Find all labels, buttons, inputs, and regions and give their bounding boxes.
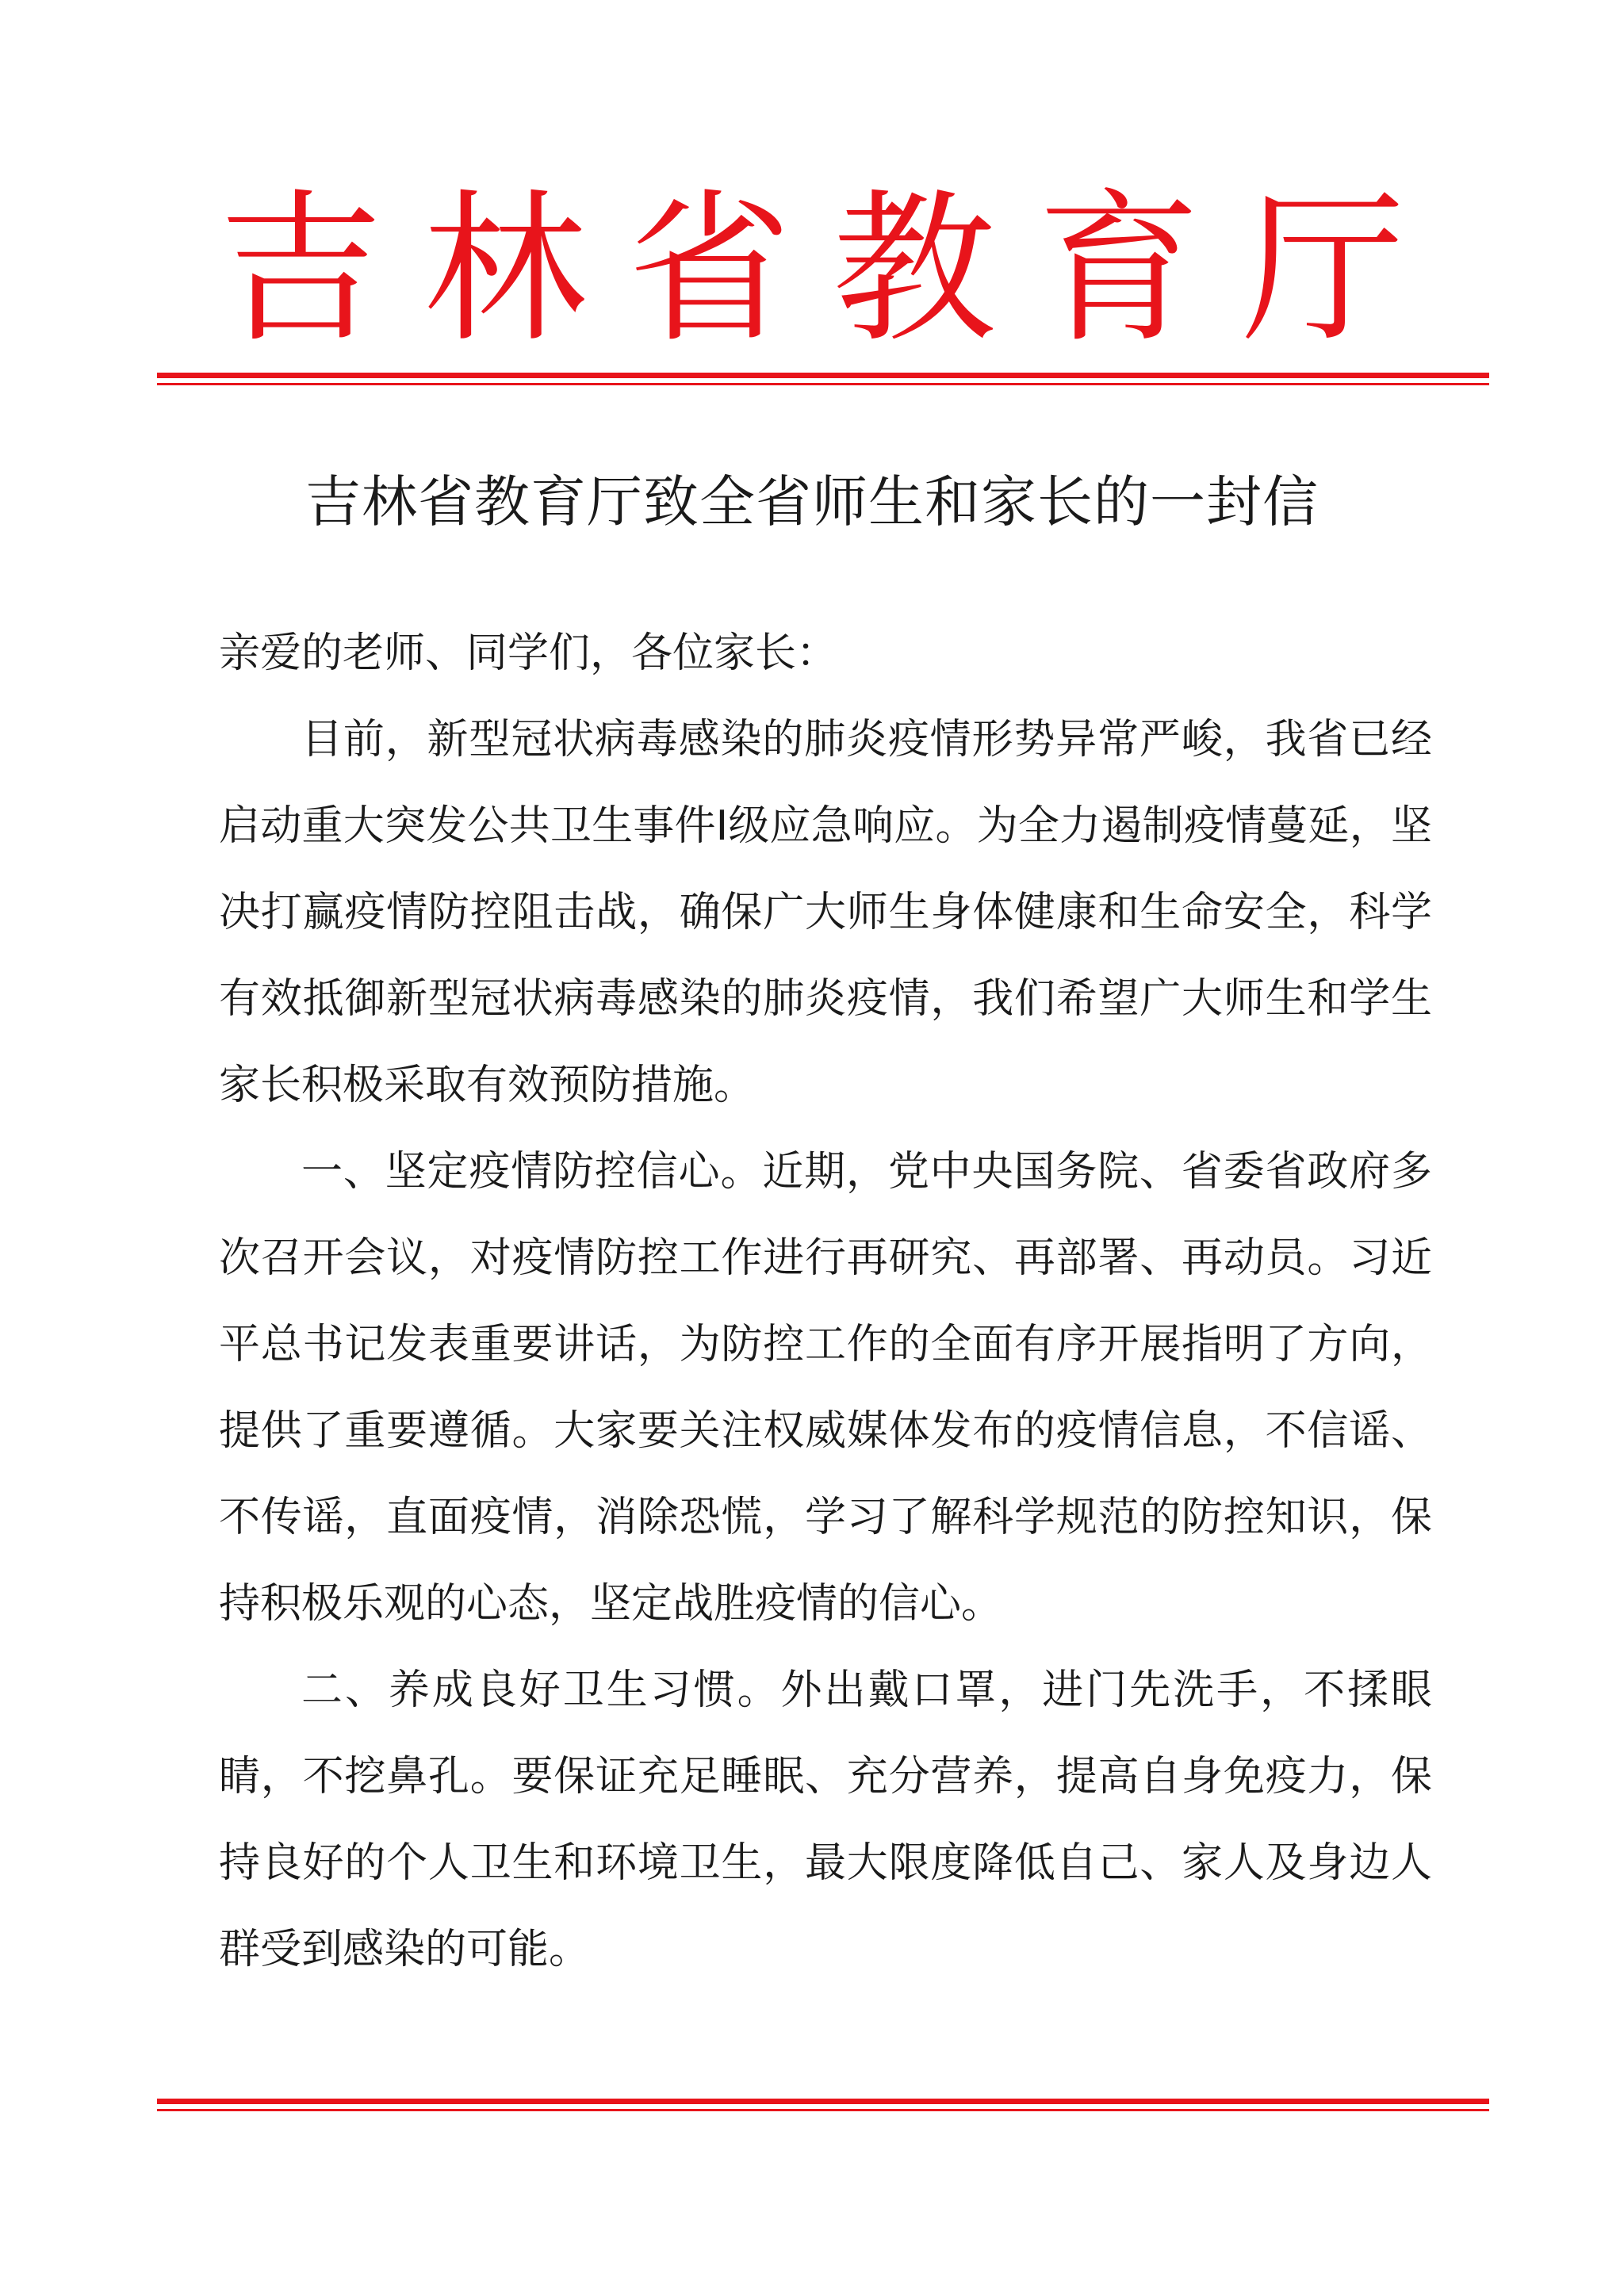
salutation: 亲爱的老师、同学们，各位家长： — [219, 629, 838, 677]
masthead-divider-top — [157, 373, 1489, 385]
paragraph-section-two: 二、养成良好卫生习惯。外出戴口罩，进门先洗手，不揉眼睛，不挖鼻孔。要保证充足睡眠、充分营养，提高自身免疫力，保持良好的个人卫生和环境卫生，最大限度降低自己、家人及身边人群受到感染的可能。 — [219, 1667, 1432, 1973]
document-title: 吉林省教育厅致全省师生和家长的一封信 — [305, 469, 1319, 534]
paragraph-intro: 目前，新型冠状病毒感染的肺炎疫情形势异常严峻，我省已经启动重大突发公共卫生事件Ⅰ级应急响应。为全力遏制疫情蔓延，坚决打赢疫情防控阻击战，确保广大师生身体健康和生命安全，科学有效抵御新型冠状病毒感染的肺炎疫情，我们希望广大师生和学生家长积极采取有效预防措施。 — [219, 716, 1432, 1109]
paragraph-section-one: 一、坚定疫情防控信心。近期，党中央国务院、省委省政府多次召开会议，对疫情防控工作进行再研究、再部署、再动员。习近平总书记发表重要讲话，为防控工作的全面有序开展指明了方向，提供了重要遵循。大家要关注权威媒体发布的疫情信息，不信谣、不传谣，直面疫情，消除恐慌，学习了解科学规范的防控知识，保持积极乐观的心态，坚定战胜疫情的信心。 — [219, 1148, 1432, 1628]
document-body — [219, 610, 1432, 1993]
footer-divider — [157, 2099, 1489, 2111]
masthead-title: 吉林省教育厅 — [218, 174, 1446, 365]
divider-thin-line — [157, 383, 1489, 385]
divider-thick-line — [157, 2099, 1489, 2104]
divider-thick-line — [157, 373, 1489, 378]
divider-thin-line — [157, 2109, 1489, 2111]
